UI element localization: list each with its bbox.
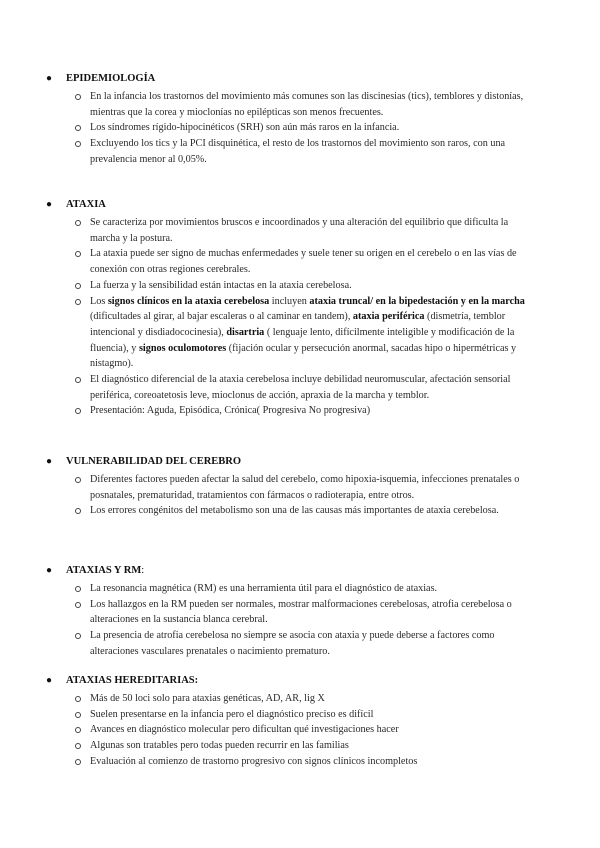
section-vulnerabilidad: [46, 455, 526, 519]
heading-text: EPIDEMIOLOGÍA: [66, 73, 156, 84]
bullet-icon: ●: [46, 456, 53, 467]
text-run: incluyen: [269, 295, 310, 307]
text-run: Los: [90, 295, 108, 307]
section-heading: [46, 455, 526, 469]
bold-term: ataxia periférica: [352, 311, 425, 323]
section-heading: [46, 72, 526, 86]
section-ataxias-hereditarias: [46, 674, 526, 770]
list-item: La fuerza y la sensibilidad están intactas en la ataxia cerebelosa.: [46, 278, 526, 294]
list-item: Diferentes factores pueden afectar la salud del cerebelo, como hipoxia-isquemia, infecciones prenatales o posnatales, prematuridad, tratamientos con fármacos o radioterapia, entre otros.: [46, 472, 526, 503]
heading-text: VULNERABILIDAD DEL CEREBRO: [66, 456, 242, 467]
text-run: (dismetría, temblor intencional y disdiadococinesia),: [90, 311, 506, 338]
list-item: Se caracteriza por movimientos bruscos e incoordinados y una alteración del equilibrio que dificulta la marcha y la postura.: [46, 215, 526, 246]
bullet-icon: ●: [46, 565, 53, 576]
text-run: (dificultades al girar, al bajar escaleras o al caminar en tandem),: [90, 311, 353, 323]
bullet-list: [46, 691, 526, 770]
list-item: Algunas son tratables pero todas pueden recurrir en las familias: [46, 738, 526, 754]
bold-term: disartria: [226, 326, 265, 338]
bullet-list: [46, 215, 526, 419]
bullet-icon: ●: [46, 675, 53, 686]
list-item: Suelen presentarse en la infancia pero el diagnóstico preciso es difícil: [46, 707, 526, 723]
list-item: Más de 50 loci solo para ataxias genéticas, AD, AR, lig X: [46, 691, 526, 707]
list-item: El diagnóstico diferencial de la ataxia cerebelosa incluye debilidad neuromuscular, afectación sensorial periférica, coreoatetosis leve, mioclonus de acción, apraxia de la marcha y temblor.: [46, 372, 526, 403]
bullet-list: [46, 581, 526, 660]
bold-term: signos clínicos en la ataxia cerebelosa: [107, 295, 270, 307]
bullet-list: [46, 472, 526, 519]
section-heading: [46, 564, 526, 578]
heading-text: ATAXIAS Y RM: [66, 565, 142, 576]
list-item: La resonancia magnética (RM) es una herramienta útil para el diagnóstico de ataxias.: [46, 581, 526, 597]
list-item: Los errores congénitos del metabolismo son una de las causas más importantes de ataxia cerebelosa.: [46, 503, 526, 519]
list-item: En la infancia los trastornos del movimiento más comunes son las discinesias (tics), temblores y distonías, mientras que la corea y mioclonías no epilépticas son menos frecuentes.: [46, 89, 526, 120]
list-item: Presentación: Aguda, Episódica, Crónica( Progresiva No progresiva): [46, 403, 526, 419]
section-ataxia: [46, 198, 526, 419]
heading-suffix: :: [141, 565, 145, 576]
section-ataxias-rm: [46, 564, 526, 660]
section-heading: [46, 674, 526, 688]
text-run: ( lenguaje lento, difícilmente inteligible y modificación de la fluencia), y: [90, 326, 515, 354]
bullet-icon: ●: [46, 199, 53, 210]
list-item: La presencia de atrofia cerebelosa no siempre se asocia con ataxia y puede deberse a factores como alteraciones vasculares prenatales o nacimiento prematuro.: [46, 628, 526, 659]
bullet-list: [46, 89, 526, 168]
bold-term: ataxia truncal/ en la bipedestación y en la marcha: [309, 295, 525, 307]
bullet-icon: ●: [46, 73, 53, 84]
text-run: (fijación ocular y persecución anormal, sacadas hipo o hipermétricas y nistagmo).: [90, 342, 517, 370]
section-heading: [46, 198, 526, 212]
list-item: Los síndromes rígido-hipocinéticos (SRH) son aún más raros en la infancia.: [46, 120, 526, 136]
heading-text: ATAXIA: [66, 199, 106, 210]
section-epidemiologia: [46, 72, 526, 168]
list-item: Los hallazgos en la RM pueden ser normales, mostrar malformaciones cerebelosas, atrofia cerebelosa o alteraciones en la sustancia blanca cerebral.: [46, 597, 526, 628]
list-item: Evaluación al comienzo de trastorno progresivo con signos clínicos incompletos: [46, 754, 526, 770]
list-item: Excluyendo los tics y la PCI disquinética, el resto de los trastornos del movimiento son raros, con una prevalencia menor al 0,05%.: [46, 136, 526, 167]
list-item-clinical-signs: [46, 294, 526, 373]
list-item: La ataxia puede ser signo de muchas enfermedades y suele tener su origen en el cerebelo o en las vías de conexión con otras regiones cerebrales.: [46, 246, 526, 277]
list-item: Avances en diagnóstico molecular pero dificultan qué investigaciones hacer: [46, 722, 526, 738]
heading-text: ATAXIAS HEREDITARIAS:: [66, 675, 199, 686]
bold-term: signos oculomotores: [138, 342, 227, 354]
